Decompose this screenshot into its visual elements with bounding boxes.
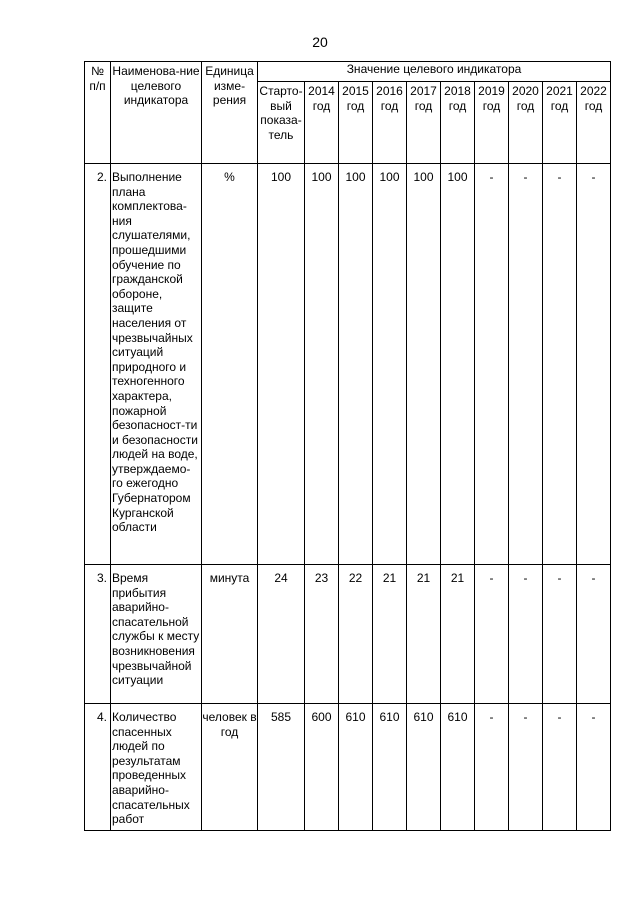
value-cell: - <box>509 565 543 704</box>
page-number: 20 <box>312 34 328 50</box>
indicator-name: Количество спасенных людей по результатам проведенных аварийно-спасательных работ <box>111 704 202 831</box>
header-year: 2021 год <box>543 82 577 164</box>
row-number: 4. <box>85 704 111 831</box>
value-cell: 100 <box>407 164 441 565</box>
value-cell: - <box>475 164 509 565</box>
header-year: 2022 год <box>577 82 611 164</box>
target-indicators-table <box>84 61 611 831</box>
unit-of-measure: человек в год <box>202 704 258 831</box>
value-cell: 21 <box>373 565 407 704</box>
value-cell: 22 <box>339 565 373 704</box>
value-cell: 610 <box>441 704 475 831</box>
value-cell: 100 <box>373 164 407 565</box>
indicator-name: Время прибытия аварийно-спасательной службы к месту возникновения чрезвычайной ситуации <box>111 565 202 704</box>
header-name: Наименова-ние целевого индикатора <box>111 62 202 164</box>
value-cell: 21 <box>441 565 475 704</box>
header-row <box>85 62 611 82</box>
start-value: 585 <box>258 704 305 831</box>
table-row <box>85 164 611 565</box>
header-year: 2019 год <box>475 82 509 164</box>
header-year: 2016 год <box>373 82 407 164</box>
value-cell: - <box>577 164 611 565</box>
value-cell: - <box>475 565 509 704</box>
header-year: 2018 год <box>441 82 475 164</box>
value-cell: 21 <box>407 565 441 704</box>
unit-of-measure: % <box>202 164 258 565</box>
header-year: 2020 год <box>509 82 543 164</box>
value-cell: - <box>475 704 509 831</box>
value-cell: 100 <box>305 164 339 565</box>
header-year: 2015 год <box>339 82 373 164</box>
table-row <box>85 565 611 704</box>
value-cell: 600 <box>305 704 339 831</box>
value-cell: 610 <box>373 704 407 831</box>
header-unit: Единица изме-рения <box>202 62 258 164</box>
header-year: 2014 год <box>305 82 339 164</box>
value-cell: - <box>543 164 577 565</box>
unit-of-measure: минута <box>202 565 258 704</box>
value-cell: - <box>509 704 543 831</box>
start-value: 24 <box>258 565 305 704</box>
indicator-name: Выполнение плана комплектова-ния слушателями, прошедшими обучение по гражданской обороне, защите населения от чрезвычайных ситуаций природного и техногенного характера, пожарной безопасност-ти и безопасности людей на воде, утверждаемо-го ежегодно Губернатором Курганской области <box>111 164 202 565</box>
header-num: № п/п <box>85 62 111 164</box>
header-start-value: Старто-вый показа-тель <box>258 82 305 164</box>
row-number: 2. <box>85 164 111 565</box>
value-cell: - <box>543 565 577 704</box>
value-cell: - <box>577 565 611 704</box>
value-cell: - <box>543 704 577 831</box>
value-cell: 100 <box>339 164 373 565</box>
row-number: 3. <box>85 565 111 704</box>
value-cell: 100 <box>441 164 475 565</box>
value-cell: 23 <box>305 565 339 704</box>
header-year: 2017 год <box>407 82 441 164</box>
value-cell: 610 <box>407 704 441 831</box>
value-cell: - <box>509 164 543 565</box>
table-row <box>85 704 611 831</box>
header-indicator-values: Значение целевого индикатора <box>258 62 611 82</box>
start-value: 100 <box>258 164 305 565</box>
value-cell: - <box>577 704 611 831</box>
value-cell: 610 <box>339 704 373 831</box>
